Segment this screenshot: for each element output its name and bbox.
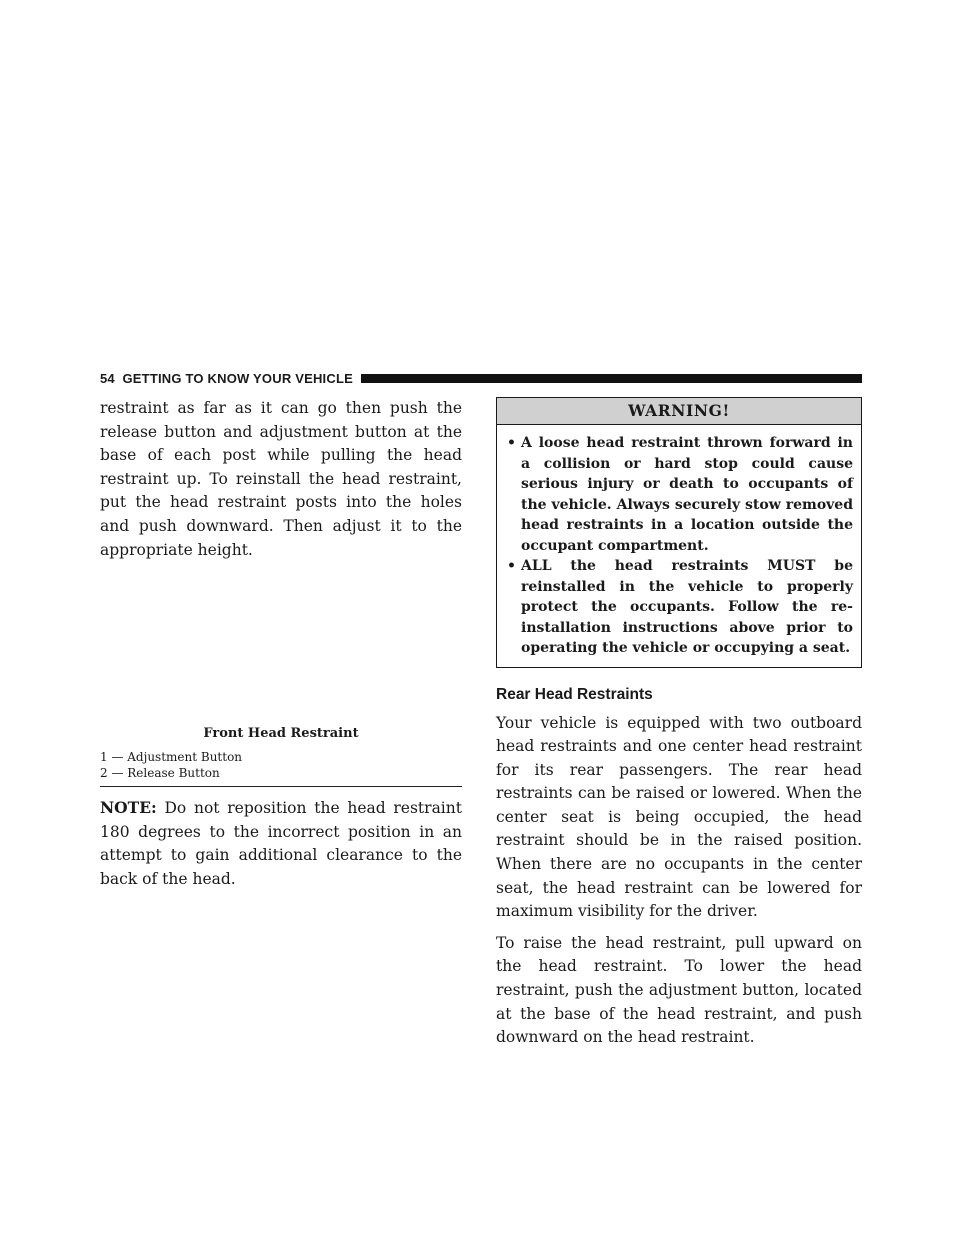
right-column (496, 397, 862, 1050)
rear-paragraph-2: To raise the head restraint, pull upward on the head restraint. To lower the head restraint, push the adjustment button, located at the base of the head restraint, and push downward on the head restraint. (496, 933, 862, 1047)
warning-item-text: ALL the head restraints MUST be reinstalled in the vehicle to properly protect the occupants. Follow the re-installation instructions above prior to operating the vehicle or occupying a seat. (521, 558, 853, 656)
page-header (100, 370, 862, 386)
note-block (100, 796, 462, 891)
warning-list (497, 425, 861, 667)
caption-item: 2 — Release Button (100, 765, 220, 780)
page-number: 54 (100, 370, 115, 386)
warning-item-text: A loose head restraint thrown forward in a collision or hard stop could cause serious injury or death to occupants of the vehicle. Always securely stow removed head restraints in a location outside the occupant compartment. (521, 435, 853, 554)
note-text: Do not reposition the head restraint 180 degrees to the incorrect position in an attempt to gain additional clearance to the back of the head. (100, 799, 462, 888)
caption-item: 1 — Adjustment Button (100, 750, 243, 764)
caption-rule (100, 786, 462, 787)
section-heading: Rear Head Restraints (496, 685, 653, 703)
intro-paragraph: restraint as far as it can go then push the release button and adjustment button at the base of each post while pulling the head restraint up. To reinstall the head restraint, put the head restraint posts into the holes and push downward. Then adjust it to the appropriate height. (100, 399, 462, 559)
warning-item (507, 556, 853, 659)
note-paragraph (100, 796, 462, 891)
warning-item (507, 433, 853, 556)
note-label: NOTE: (100, 798, 157, 817)
running-header (100, 371, 361, 386)
bullet: • (507, 558, 516, 574)
bullet: • (507, 435, 516, 451)
warning-box (496, 397, 862, 668)
warning-title: WARNING! (497, 398, 861, 425)
header-title: GETTING TO KNOW YOUR VEHICLE (122, 370, 353, 386)
figure-caption-legend (100, 750, 462, 781)
rear-paragraph-1: Your vehicle is equipped with two outboard head restraints and one center head restraint for its rear passengers. The rear head restraints can be raised or lowered. When the center seat is being occupied, the head restraint should be in the raised position. When there are no occupants in the center seat, the head restraint can be lowered for maximum visibility for the driver. (496, 713, 862, 921)
header-rule (361, 374, 862, 383)
left-column (100, 397, 462, 562)
figure-caption-title: Front Head Restraint (203, 726, 359, 741)
